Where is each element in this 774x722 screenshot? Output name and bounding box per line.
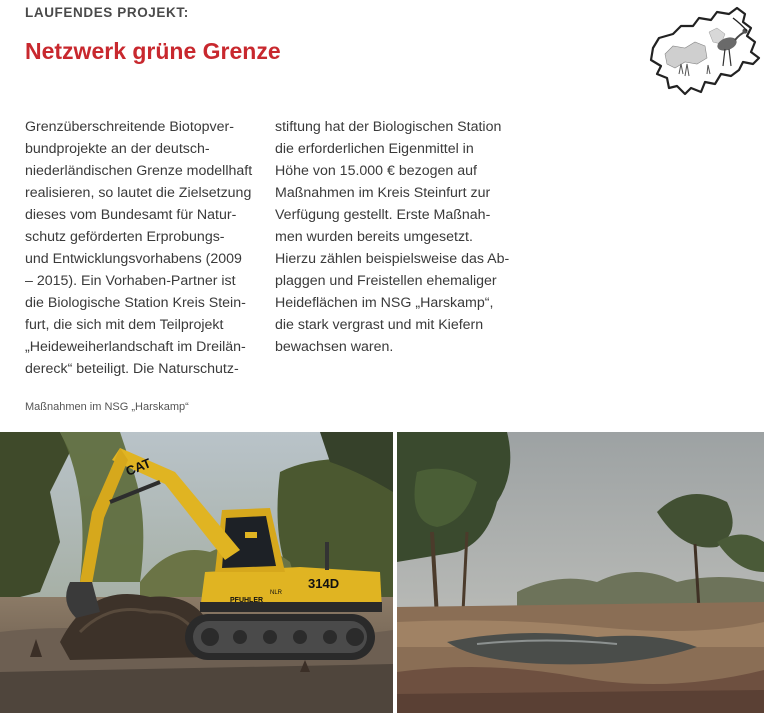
body-column-1 — [25, 116, 252, 380]
page-title: Netzwerk grüne Grenze — [25, 38, 281, 64]
text-line: „Heideweiherlandschaft im Dreilän- — [25, 339, 246, 355]
text-line: Hierzu zählen beispielsweise das Ab- — [275, 251, 510, 267]
text-line: realisieren, so lautet die Zielsetzung — [25, 185, 252, 201]
model-label: 314D — [308, 576, 340, 591]
text-line: bewachsen waren. — [275, 339, 394, 355]
dealer-label: PFUHLER — [230, 597, 264, 604]
text-line: Höhe von 15.000 € bezogen auf — [275, 163, 477, 179]
text-line: die Biologische Station Kreis Stein- — [25, 295, 246, 311]
text-line: und Entwicklungsvorhabens (2009 — [25, 251, 242, 267]
text-line: Maßnahmen im Kreis Steinfurt zur — [275, 185, 491, 201]
excavator-photo — [0, 432, 393, 713]
heath-pond-photo — [397, 432, 764, 713]
text-line: Grenzüberschreitende Biotopver- — [25, 119, 234, 135]
cat-logo: CAT — [123, 455, 154, 479]
text-line: furt, die sich mit dem Teilprojekt — [25, 317, 224, 333]
text-line: men wurden bereits umgesetzt. — [275, 229, 473, 245]
text-line: – 2015). Ein Vorhaben-Partner ist — [25, 273, 236, 289]
photo-caption: Maßnahmen im NSG „Harskamp“ — [25, 401, 189, 413]
text-line: die erforderlichen Eigenmittel in — [275, 141, 474, 157]
text-line: Heideflächen im NSG „Harskamp“, — [275, 295, 494, 311]
cab-label: NLR — [270, 590, 283, 596]
text-line: Verfügung gestellt. Erste Maßnah- — [275, 207, 491, 223]
curlew-bird-logo-icon — [645, 4, 767, 100]
text-line: stiftung hat der Biologischen Station — [275, 119, 502, 135]
body-column-2 — [275, 116, 509, 358]
text-line: niederländischen Grenze modellhaft — [25, 163, 253, 179]
text-line: schutz geförderten Erprobungs- — [25, 229, 225, 245]
text-line: plaggen und Freistellen ehemaliger — [275, 273, 497, 289]
text-line: dereck“ beteiligt. Die Naturschutz- — [25, 361, 239, 377]
text-line: bundprojekte an der deutsch- — [25, 141, 210, 157]
section-kicker: LAUFENDES PROJEKT: — [25, 5, 189, 20]
text-line: die stark vergrast und mit Kiefern — [275, 317, 484, 333]
text-line: dieses vom Bundesamt für Natur- — [25, 207, 237, 223]
